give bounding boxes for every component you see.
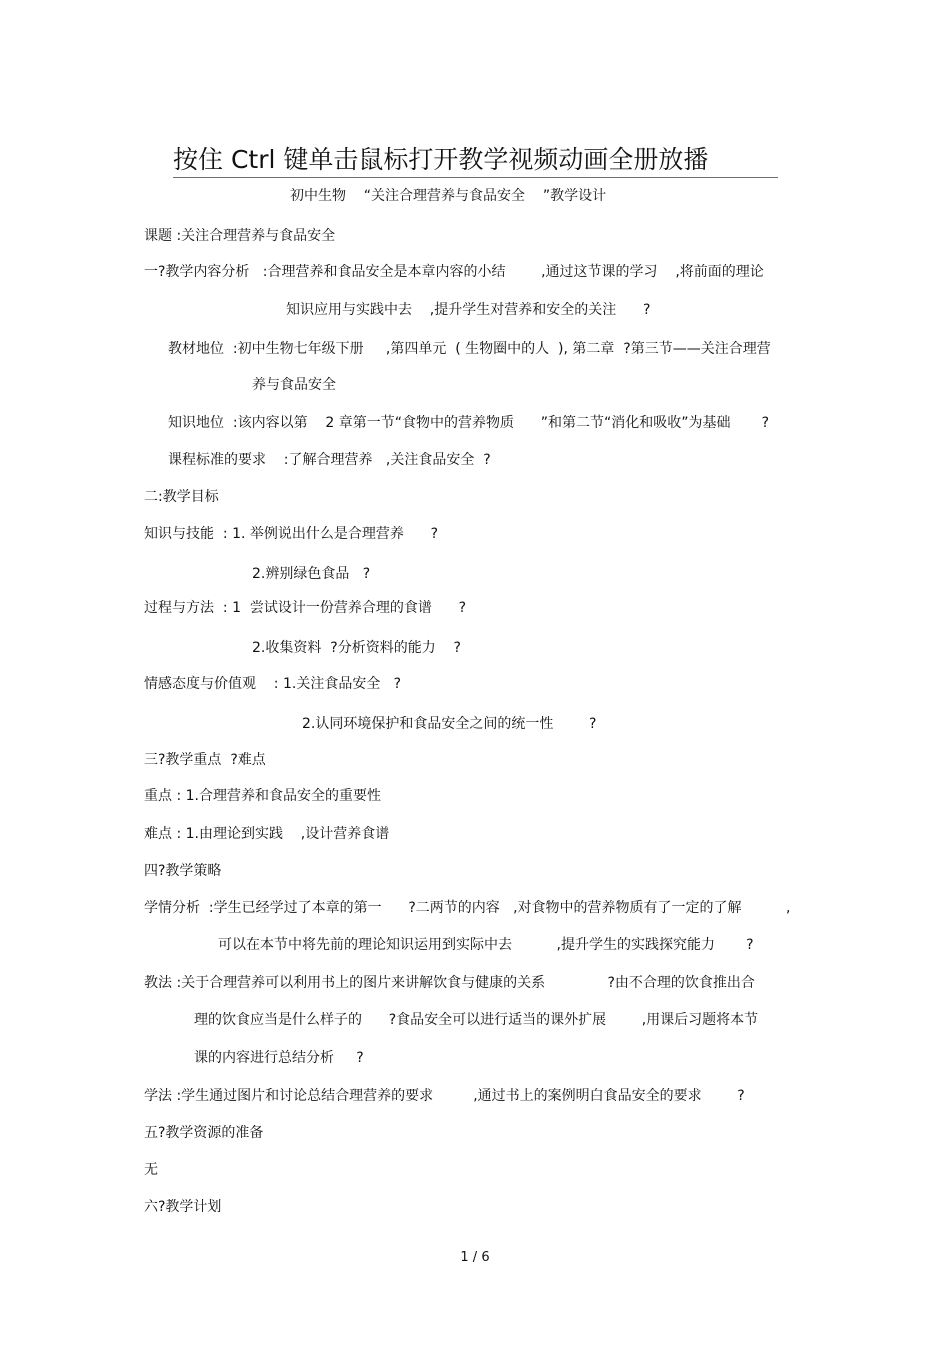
- text-line: 无: [144, 1162, 158, 1178]
- text-line: 2.辨别绿色食品 ?: [252, 566, 371, 582]
- text-line: 课的内容进行总结分析 ?: [194, 1050, 364, 1066]
- section-heading: 三?教学重点 ?难点: [144, 752, 266, 768]
- text-line: 理的饮食应当是什么样子的 ?食品安全可以进行适当的课外扩展 ,用课后习题将本节: [194, 1012, 759, 1028]
- text-line: 学法 :学生通过图片和讨论总结合理营养的要求 ,通过书上的案例明白食品安全的要求 ?: [144, 1088, 745, 1104]
- text-line: 知识与技能 : 1. 举例说出什么是合理营养 ?: [144, 526, 439, 542]
- text-line: 重点 : 1.合理营养和食品安全的重要性: [144, 788, 381, 804]
- text-line: 知识地位 :该内容以第 2 章第一节“食物中的营养物质 ”和第二节“消化和吸收”为基础 ?: [168, 415, 770, 431]
- text-line: 2.收集资料 ?分析资料的能力 ?: [252, 640, 461, 656]
- text-line: 可以在本节中将先前的理论知识运用到实际中去 ,提升学生的实践探究能力 ?: [218, 937, 754, 953]
- text-line: 养与食品安全: [252, 377, 336, 393]
- page-number: 1 / 6: [460, 1250, 490, 1265]
- text-line: 过程与方法 : 1 尝试设计一份营养合理的食谱 ?: [144, 600, 467, 616]
- section-heading: 二:教学目标: [144, 489, 219, 505]
- section-heading: 六?教学计划: [144, 1199, 222, 1215]
- text-line: 教材地位 :初中生物七年级下册 ,第四单元 ( 生物圈中的人 ), 第二章 ?第三节——关注合理营: [168, 341, 771, 357]
- video-link-banner[interactable]: 按住 Ctrl 键单击鼠标打开教学视频动画全册放播: [173, 143, 778, 178]
- text-line: 难点 : 1.由理论到实践 ,设计营养食谱: [144, 826, 390, 842]
- text-line: 情感态度与价值观 : 1.关注食品安全 ?: [144, 676, 402, 692]
- text-line: 学情分析 :学生已经学过了本章的第一 ?二两节的内容 ,对食物中的营养物质有了一定的了解 ,: [144, 900, 791, 916]
- text-line: 一?教学内容分析 :合理营养和食品安全是本章内容的小结 ,通过这节课的学习 ,将前面的理论: [144, 264, 764, 280]
- text-line: 知识应用与实践中去 ,提升学生对营养和安全的关注 ?: [286, 302, 651, 318]
- section-heading: 五?教学资源的准备: [144, 1125, 264, 1141]
- text-line: 课程标准的要求 :了解合理营养 ,关注食品安全 ?: [168, 452, 491, 468]
- document-subtitle: 初中生物 “关注合理营养与食品安全 ”教学设计: [290, 188, 607, 204]
- text-line: 教法 :关于合理营养可以利用书上的图片来讲解饮食与健康的关系 ?由不合理的饮食推出合: [144, 975, 755, 991]
- text-line: 课题 :关注合理营养与食品安全: [144, 228, 336, 244]
- text-line: 2.认同环境保护和食品安全之间的统一性 ?: [302, 716, 597, 732]
- section-heading: 四?教学策略: [144, 863, 222, 879]
